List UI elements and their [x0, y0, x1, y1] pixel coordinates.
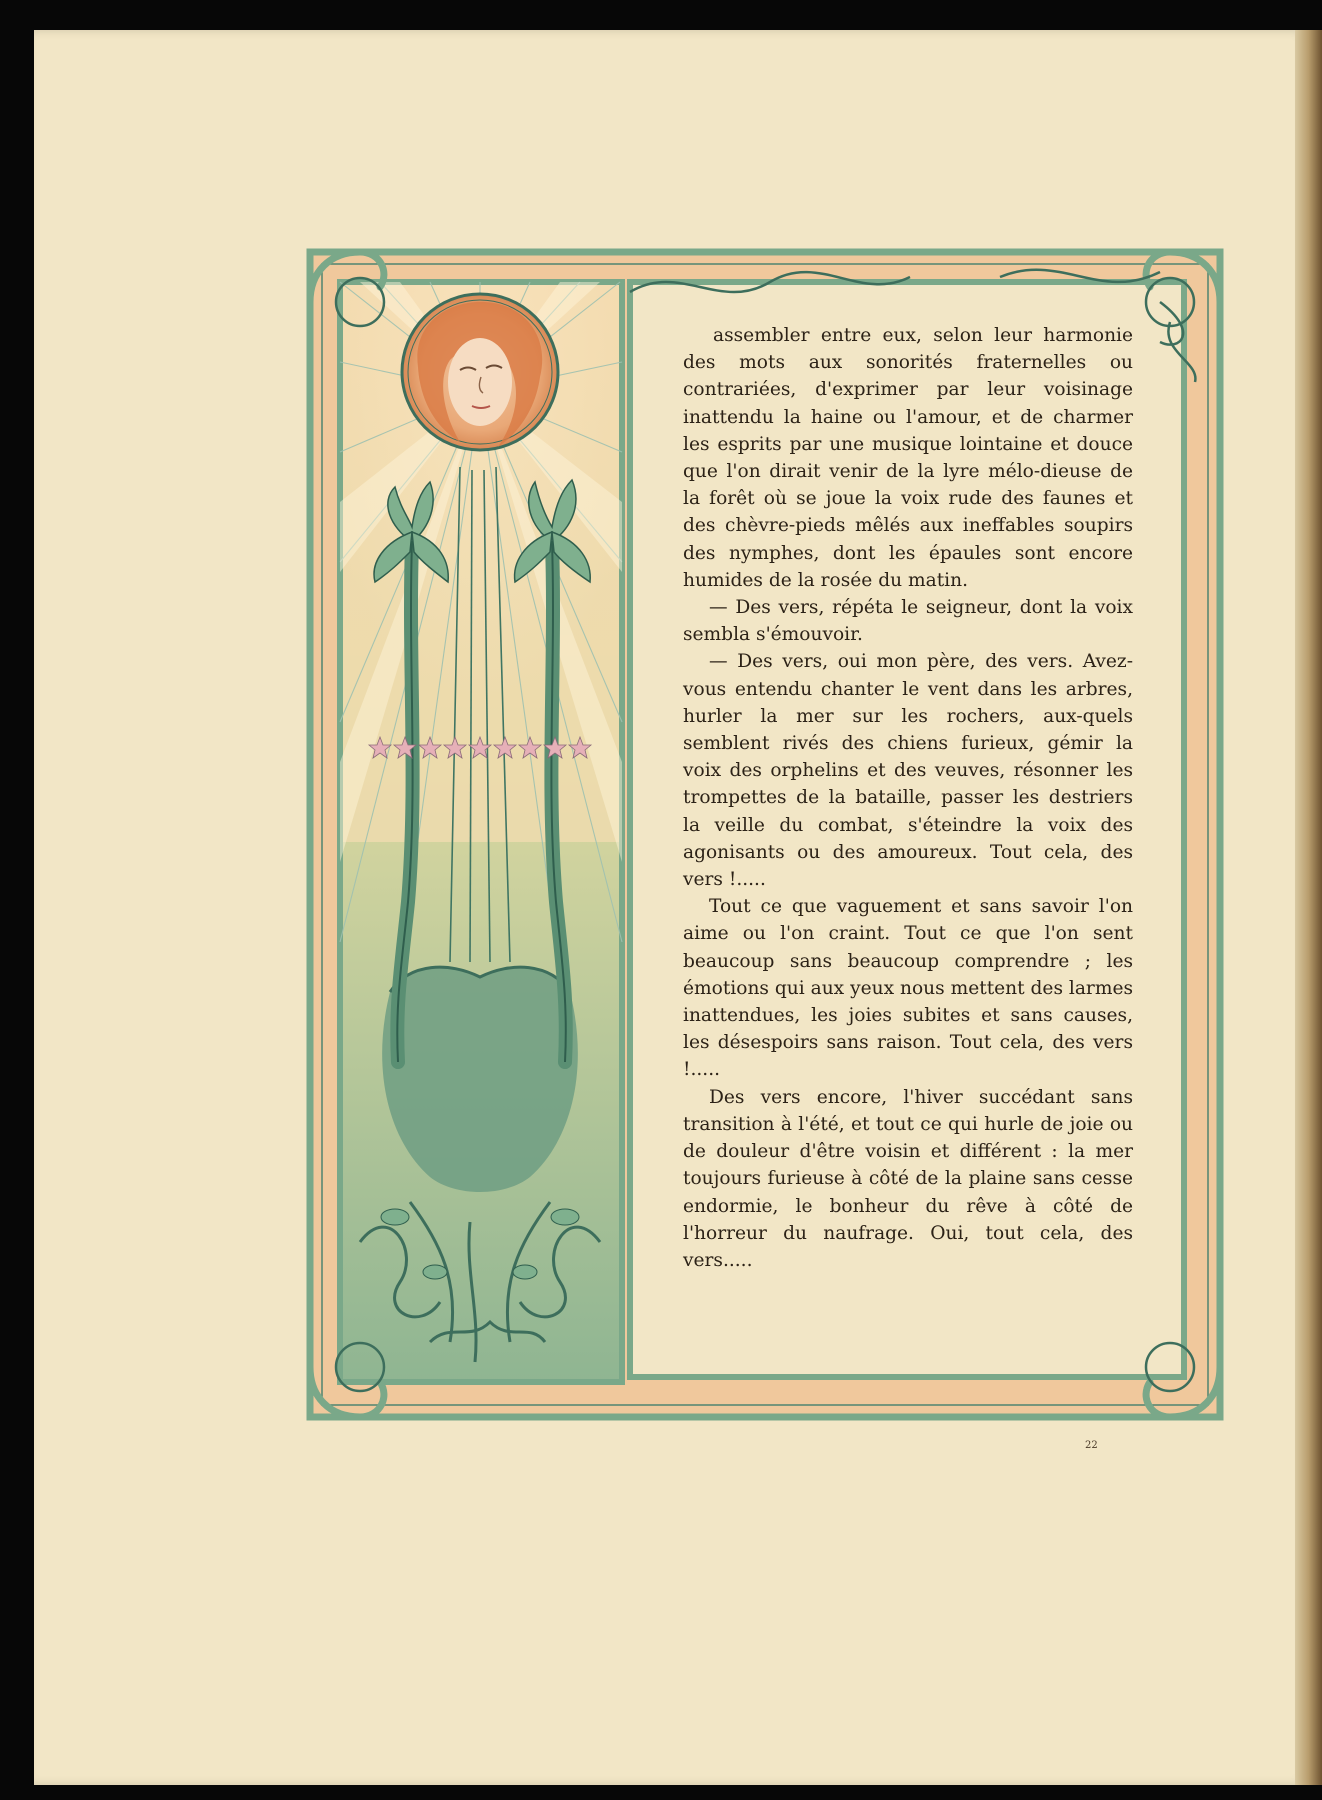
illustrated-frame: [300, 242, 1240, 1427]
paragraph-4: Tout ce que vaguement et sans savoir l'on aime ou l'on craint. Tout ce que l'on sent beaucoup sans beaucoup comprendre ; les émotions qui aux yeux nous mettent des larmes inattendues, les joies subites et sans causes, les désespoirs sans raison. Tout cela, des vers !.....: [683, 896, 1133, 1081]
paragraph-3: — Des vers, oui mon père, des vers. Avez-vous entendu chanter le vent dans les arbres, hurler la mer sur les rochers, aux-quels semblent rivés des chiens furieux, gémir la voix des orphelins et des veuves, résonner les trompettes de la bataille, passer les destriers la veille du combat, s'éteindre la voix des agonisants ou des amoureux. Tout cela, des vers !.....: [683, 651, 1133, 891]
story-text: [683, 322, 1133, 1274]
page-number: 22: [1085, 1440, 1098, 1451]
next-page-edge: [1295, 30, 1322, 1785]
paragraph-1: assembler entre eux, selon leur harmonie des mots aux sonorités fraternelles ou contrariées, d'exprimer par leur voisinage inattendu la haine ou l'amour, et de charmer les esprits par une musique lointaine et douce que l'on dirait venir de la lyre mélo-dieuse de la forêt où se joue la voix rude des faunes et des chèvre-pieds mêlés aux ineffables soupirs des nymphes, dont les épaules sont encore humides de la rosée du matin.: [683, 325, 1133, 591]
paragraph-5: Des vers encore, l'hiver succédant sans transition à l'été, et tout ce qui hurle de joie ou de douleur d'être voisin et différent : la mer toujours furieuse à côté de la plaine sans cesse endormie, le bonheur du rêve à côté de l'horreur du naufrage. Oui, tout cela, des vers.....: [683, 1086, 1133, 1271]
paragraph-2: — Des vers, répéta le seigneur, dont la voix sembla s'émouvoir.: [683, 597, 1133, 646]
